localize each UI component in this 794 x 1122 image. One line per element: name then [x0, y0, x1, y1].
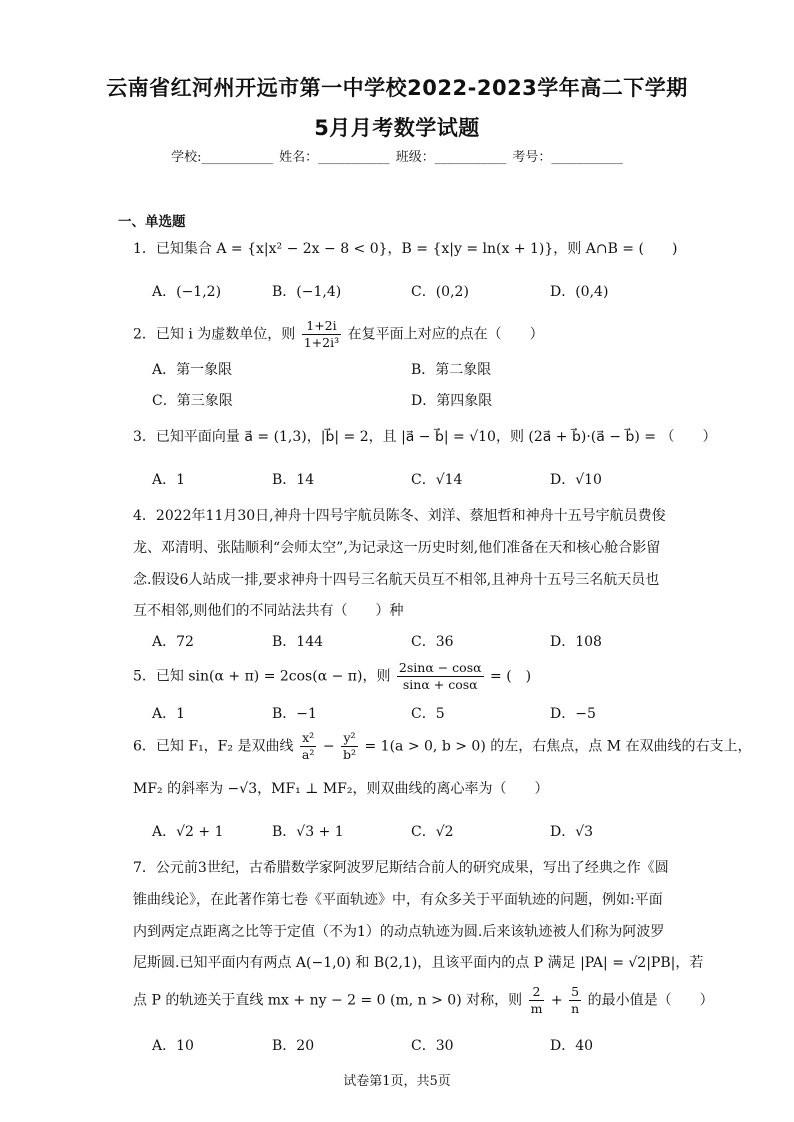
q5-frac-denominator: sinα + cosα [402, 677, 478, 692]
question-4-line4: 互不相邻,则他们的不同站法共有（ ）种 [133, 603, 404, 619]
question-4-line3: 念.假设6人站成一排,要求神舟十四号三名航天员互不相邻,且神舟十五号三名航天员也 [133, 572, 660, 588]
q1-option-c: C．(0,2) [411, 284, 469, 300]
q7-stem-text: 点 P 的轨迹关于直线 mx + ny − 2 = 0 (m, n > 0) 对称，则 [133, 992, 523, 1009]
q7-option-c: C．30 [411, 1038, 454, 1054]
question-7-line4: 尼斯圆.已知平面内有两点 A(−1,0) 和 B(2,1)，且该平面内的点 P 满足 |PA| = √2|PB|，若 [133, 955, 704, 971]
question-7-line5 [133, 984, 714, 1017]
q2-stem-text: 2．已知 i 为虚数单位，则 [133, 326, 296, 343]
q4-option-c: C．36 [411, 634, 454, 650]
q5-frac-numerator: 2sinα − cosα [398, 660, 482, 675]
page-footer: 试卷第1页，共5页 [343, 1074, 451, 1089]
q7-option-b: B．20 [272, 1038, 315, 1054]
question-5-stem [133, 660, 531, 693]
exam-title-line2: 5月月考数学试题 [314, 116, 480, 140]
q7-fraction-n [569, 984, 581, 1017]
q7-frac2-numerator: 5 [569, 984, 581, 1001]
q6-option-b: B．√3 + 1 [272, 824, 344, 840]
q5-option-a: A．1 [152, 706, 186, 722]
q7-frac2-denominator: n [571, 1001, 580, 1016]
q7-option-d: D．40 [550, 1038, 594, 1054]
q3-option-b: B．14 [272, 472, 315, 488]
q7-frac1-denominator: m [530, 1001, 543, 1016]
q6-fraction-y [341, 730, 358, 763]
question-4-line2: 龙、邓清明、张陆顺利“会师太空”,为记录这一历史时刻,他们准备在天和核心舱合影留 [133, 540, 661, 556]
q2-fraction [302, 318, 341, 351]
question-7-line1: 7．公元前3世纪，古希腊数学家阿波罗尼斯结合前人的研究成果，写出了经典之作《圆 [133, 860, 669, 876]
school-field: 学校:___________ [171, 150, 273, 165]
q3-option-c: C．√14 [411, 472, 463, 488]
number-field: 考号：___________ [512, 150, 623, 165]
q4-option-b: B．144 [272, 634, 324, 650]
q6-frac2-denominator: b² [343, 747, 357, 762]
q2-frac-numerator: 1+2i [302, 318, 341, 335]
q2-frac-denominator: 1+2i³ [303, 335, 340, 350]
q6-option-c: C．√2 [411, 824, 454, 840]
q6-minus: − [322, 738, 335, 755]
q1-option-d: D．(0,4) [550, 284, 609, 300]
q3-option-a: A．1 [152, 472, 186, 488]
name-field: 姓名：___________ [279, 150, 390, 165]
q5-option-b: B．−1 [272, 706, 317, 722]
section-heading: 一、单选题 [118, 214, 186, 230]
q5-stem-text: 5．已知 sin(α + π) = 2cos(α − π)，则 [133, 668, 391, 685]
q1-option-b: B．(−1,4) [272, 284, 342, 300]
q7-frac1-numerator: 2 [529, 984, 545, 1001]
student-info-row [0, 146, 794, 165]
q2-stem-tail: 在复平面上对应的点在（ ） [347, 326, 544, 343]
question-2-stem [133, 318, 544, 351]
q2-option-a: A．第一象限 [152, 362, 233, 378]
q3-option-d: D．√10 [550, 472, 602, 488]
q4-option-d: D．108 [550, 634, 602, 650]
q5-option-c: C．5 [411, 706, 445, 722]
q6-stem-text: 6．已知 F₁，F₂ 是双曲线 [133, 738, 294, 755]
q7-option-a: A．10 [152, 1038, 194, 1054]
q2-option-d: D．第四象限 [411, 393, 493, 409]
q5-stem-tail: = ( ) [490, 668, 532, 685]
q6-fraction-x [300, 730, 316, 763]
q2-option-c: C．第三象限 [152, 393, 233, 409]
q6-frac2-numerator: y² [341, 730, 358, 747]
q1-option-a: A．(−1,2) [152, 284, 222, 300]
q6-stem-tail: = 1(a > 0, b > 0) 的左，右焦点，点 M 在双曲线的右支上， [364, 738, 752, 755]
question-3-stem: 3．已知平面向量 a⃗ = (1,3)，|b⃗| = 2，且 |a⃗ − b⃗| = √10，则 (2a⃗ + b⃗)·(a⃗ − b⃗) = （ ） [133, 429, 717, 445]
q6-frac1-denominator: a² [301, 747, 315, 762]
q6-option-a: A．√2 + 1 [152, 824, 224, 840]
question-4-line1: 4．2022年11月30日,神舟十四号宇航员陈冬、刘洋、蔡旭哲和神舟十五号宇航员费俊 [133, 508, 666, 524]
class-field: 班级：___________ [395, 150, 507, 165]
q5-fraction [397, 660, 484, 693]
question-7-line3: 内到两定点距离之比等于定值（不为1）的动点轨迹为圆.后来该轨迹被人们称为阿波罗 [133, 924, 665, 940]
q6-option-d: D．√3 [550, 824, 594, 840]
q6-frac1-numerator: x² [300, 730, 316, 747]
question-7-line2: 锥曲线论》，在此著作第七卷《平面轨迹》中，有众多关于平面轨迹的问题，例如:平面 [133, 892, 663, 908]
question-1-stem: 1．已知集合 A = {x|x² − 2x − 8 < 0}，B = {x|y = ln(x + 1)}，则 A∩B = ( ) [133, 241, 678, 257]
q4-option-a: A．72 [152, 634, 194, 650]
q7-stem-tail: 的最小值是（ ） [587, 992, 714, 1009]
q5-option-d: D．−5 [550, 706, 596, 722]
q2-option-b: B．第二象限 [411, 362, 492, 378]
exam-title-line1: 云南省红河州开远市第一中学校2022-2023学年高二下学期 [106, 76, 688, 100]
question-6-line1 [133, 730, 751, 763]
q7-plus: + [550, 992, 563, 1009]
q7-fraction-m [529, 984, 545, 1017]
question-6-line2: MF₂ 的斜率为 −√3，MF₁ ⊥ MF₂，则双曲线的离心率为（ ） [133, 781, 549, 797]
